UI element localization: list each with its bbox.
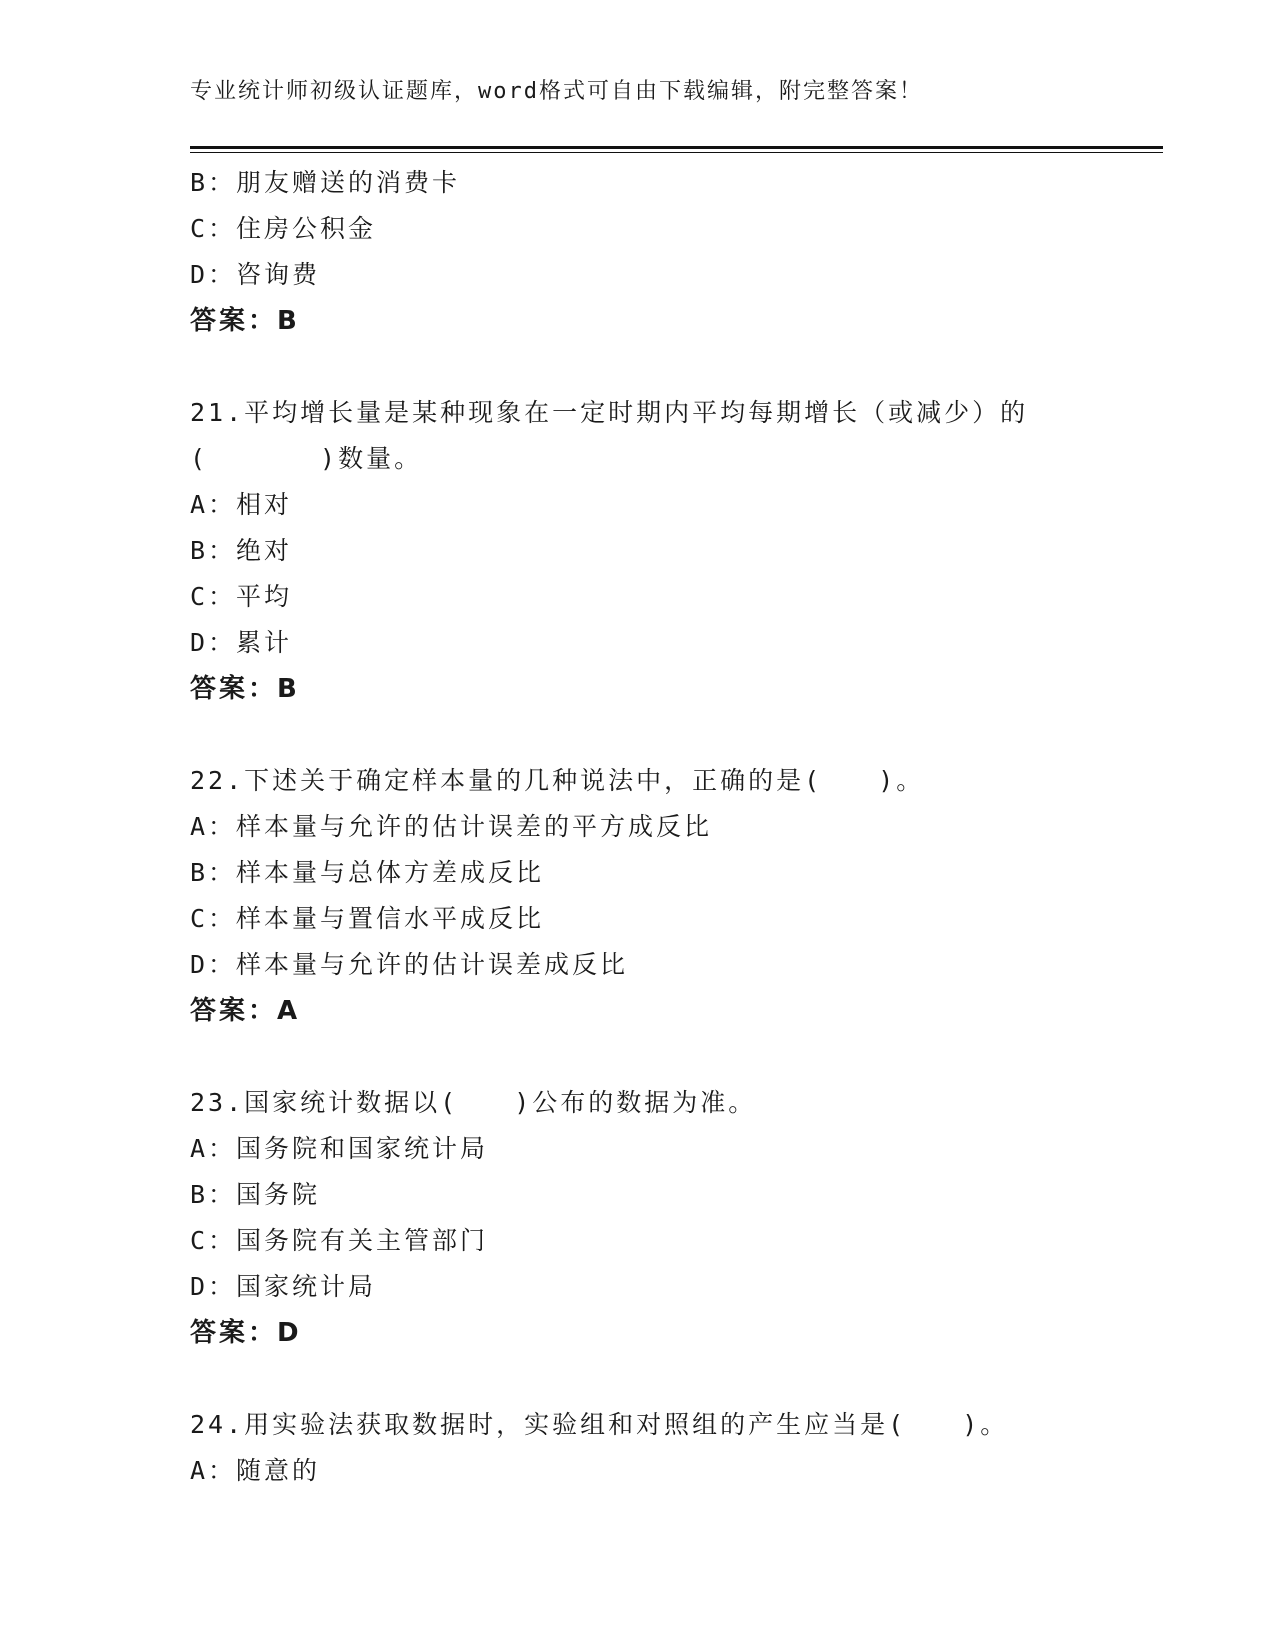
question-23 [190,1080,1090,1356]
question-stem: 23.国家统计数据以( )公布的数据为准。 [190,1088,757,1117]
header-rule-thick [190,146,1163,149]
option-a: A：相对 [190,490,293,519]
question-stem: 21.平均增长量是某种现象在一定时期内平均每期增长（或减少）的 [190,398,1029,427]
option-b: B：绝对 [190,536,293,565]
question-stem: 24.用实验法获取数据时，实验组和对照组的产生应当是( )。 [190,1410,1009,1439]
option-c: C：平均 [190,582,293,611]
option-a: A：国务院和国家统计局 [190,1134,489,1163]
question-stem: 22.下述关于确定样本量的几种说法中，正确的是( )。 [190,766,925,795]
spacer [190,712,1090,758]
question-stem-continued: ( )数量。 [190,444,423,473]
option-b: B：国务院 [190,1180,321,1209]
answer-line: 答案：B [190,306,300,336]
answer-line: 答案：D [190,1318,302,1348]
option-d: D：咨询费 [190,260,321,289]
option-d: D：累计 [190,628,293,657]
page-header: 专业统计师初级认证题库，word格式可自由下载编辑，附完整答案！ [190,79,923,104]
option-d: D：国家统计局 [190,1272,377,1301]
question-22 [190,758,1090,1034]
option-b: B：朋友赠送的消费卡 [190,168,461,197]
option-c: C：样本量与置信水平成反比 [190,904,545,933]
spacer [190,1034,1090,1080]
header-rule-thin [190,152,1163,153]
option-a: A：随意的 [190,1456,321,1485]
spacer [190,344,1090,390]
option-c: C：国务院有关主管部门 [190,1226,489,1255]
question-21 [190,390,1090,712]
question-content [190,160,1090,1494]
option-d: D：样本量与允许的估计误差成反比 [190,950,629,979]
question-24 [190,1402,1090,1494]
answer-line: 答案：A [190,996,301,1026]
spacer [190,1356,1090,1402]
question-continuation [190,160,1090,344]
option-c: C：住房公积金 [190,214,377,243]
option-b: B：样本量与总体方差成反比 [190,858,545,887]
option-a: A：样本量与允许的估计误差的平方成反比 [190,812,713,841]
answer-line: 答案：B [190,674,300,704]
